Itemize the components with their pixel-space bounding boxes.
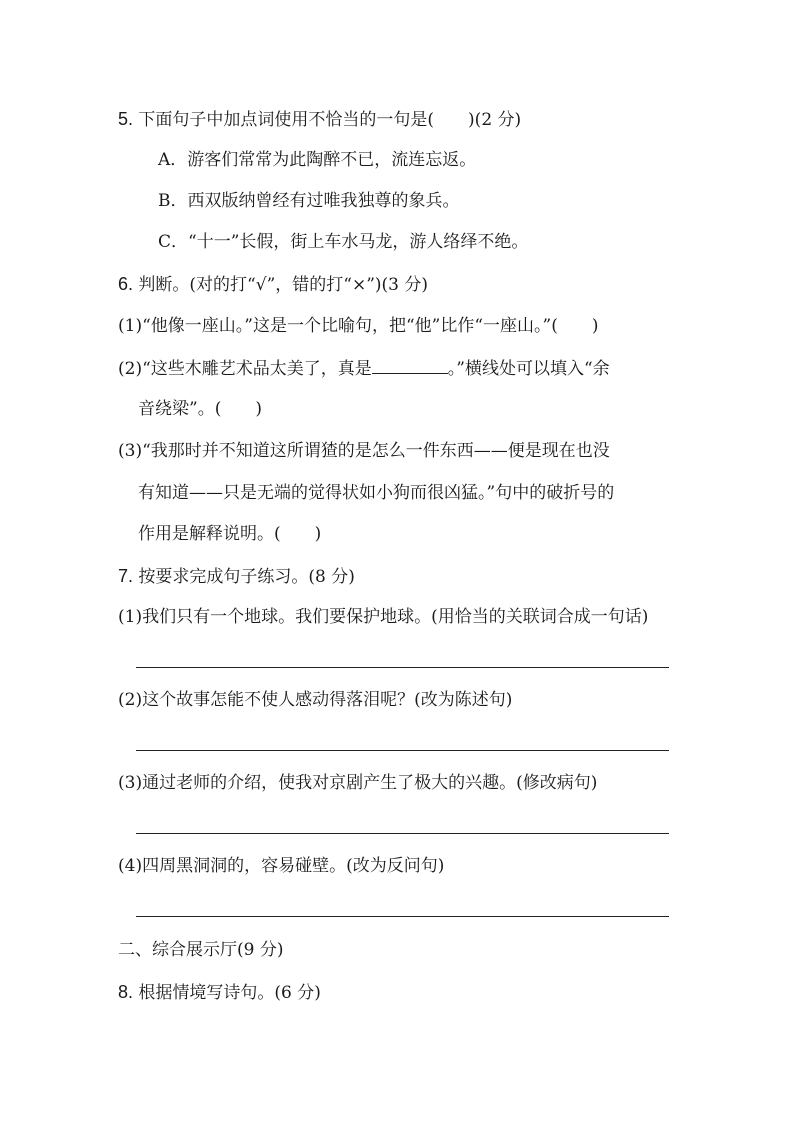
judge-item-3-line-2: 有知道——只是无端的觉得状如小狗而很凶猛。”句中的破折号的 [138,483,615,503]
option-b: B．西双版纳曾经有过唯我独尊的象兵。 [158,191,460,211]
question-number: 6. [118,274,134,294]
answer-line[interactable] [136,750,669,751]
answer-line[interactable] [136,916,669,917]
judge-item-3-line-3: 作用是解释说明。( ) [138,524,322,544]
answer-line[interactable] [136,667,669,668]
judge-item-2-text-before: (2)“这些木雕艺术品太美了，真是 [118,359,372,379]
judge-item-2 [118,357,610,380]
question-stem: 下面句子中加点词使用不恰当的一句是( )(2 分) [138,110,522,130]
judge-item-2-line-2: 音绕梁”。( ) [138,399,262,419]
exercise-item-3: (3)通过老师的介绍，使我对京剧产生了极大的兴趣。(修改病句) [118,773,598,793]
judge-item-1: (1)“他像一座山。”这是一个比喻句，把“他”比作“一座山。”( ) [118,316,599,336]
question-5 [118,108,521,131]
question-stem: 按要求完成句子练习。(8 分) [138,567,355,587]
answer-line[interactable] [136,833,669,834]
exercise-item-2: (2)这个故事怎能不使人感动得落泪呢？(改为陈述句) [118,690,513,710]
section-2-title: 二、综合展示厅(9 分) [118,940,284,960]
question-7 [118,565,355,588]
question-number: 7. [118,566,134,586]
question-stem: 判断。(对的打“√”，错的打“×”)(3 分) [138,275,429,295]
option-a: A．游客们常常为此陶醉不已，流连忘返。 [158,150,477,170]
question-number: 5. [118,109,134,129]
fill-in-blank [372,357,448,374]
exercise-item-1: (1)我们只有一个地球。我们要保护地球。(用恰当的关联词合成一句话) [118,607,649,627]
judge-item-2-text-after: 。”横线处可以填入“余 [447,359,610,379]
question-8 [118,981,321,1004]
judge-item-3-line-1: (3)“我那时并不知道这所谓猹的是怎么一件东西——便是现在也没 [118,441,610,461]
question-number: 8. [118,982,134,1002]
question-6 [118,273,428,296]
option-c: C．“十一”长假，街上车水马龙，游人络绎不绝。 [158,232,529,252]
question-stem: 根据情境写诗句。(6 分) [138,983,321,1003]
exercise-item-4: (4)四周黑洞洞的，容易碰壁。(改为反问句) [118,856,445,876]
